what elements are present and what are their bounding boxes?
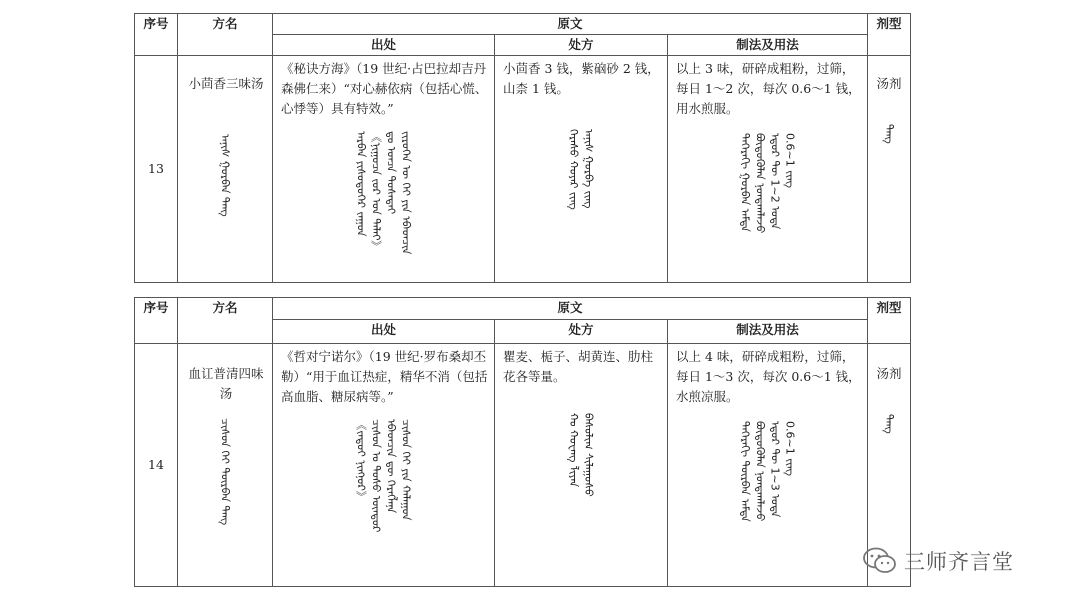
watermark bbox=[862, 543, 1014, 579]
row-name bbox=[178, 344, 273, 587]
header-formula: 处方 bbox=[495, 320, 668, 344]
header-method: 制法及用法 bbox=[668, 320, 868, 344]
source-mongolian-1: ᠠᠷᠪᠠᠨ ᠶᠢᠰᠦᠳᠦᠭᠡᠷ ᠵᠠᠭᠤᠨ bbox=[354, 131, 368, 237]
header-type: 剂型 bbox=[868, 14, 911, 56]
name-mongolian: ᠴᠢᠰᠤᠨ ᠬᠡᠢ ᠳᠥᠷᠪᠡᠨ ᠲᠠᠩ bbox=[218, 418, 232, 526]
source-text: 《哲对宁诺尔》（19 世纪·罗布桑却丕勒）“用于血讧热症，精华不消（包括高血脂、糖尿病等。” bbox=[281, 349, 488, 404]
row-type bbox=[868, 56, 911, 283]
source-mongolian-4: ᠴᠢᠰᠤᠨ ᠬᠡᠢ ᠶᠢᠨ ᠬᠠᠯᠠᠭᠤᠨ bbox=[399, 419, 413, 521]
source-mongolian-4: ᠵᠢᠷᠦᠬᠡᠨ ᠦ ᠬᠡᠢ ᠶᠢᠨ ᠡᠪᠡᠳᠴᠢᠨ bbox=[399, 131, 413, 255]
seq-value: 13 bbox=[148, 161, 164, 176]
source-mongolian-2: 《ᠨᠢᠭᠤᠴᠠ ᠵᠣᠷ ᠤᠨ ᠳᠠᠯᠠᠢ》 bbox=[369, 131, 383, 253]
source-mongolian-3: ᠡᠪᠡᠳᠴᠢᠨ ᠳᠦ ᠬᠡᠷᠡᠭᠯᠡᠨᠡ bbox=[384, 419, 398, 514]
source-mongolian-1: 《ᠵᠡᠳᠦᠢ ᠨᠢᠩᠨᠤᠷ》 bbox=[354, 419, 368, 503]
header-name: 方名 bbox=[178, 14, 273, 56]
type-mongolian: ᠲᠠᠩ bbox=[882, 124, 896, 144]
source-mongolian-2: ᠴᠢᠰᠤᠨ ᠤ ᠲᠣᠰᠤ ᠥᠨᠳᠦᠷ bbox=[369, 419, 383, 533]
name-text: 血讧普清四味汤 bbox=[188, 366, 264, 401]
method-mongolian-3: ᠡᠳᠦᠷ ᠲᠦ 1~2 ᠤᠳᠠ bbox=[768, 133, 782, 230]
header-original: 原文 bbox=[273, 298, 868, 320]
row-source bbox=[273, 344, 495, 587]
row-formula bbox=[495, 56, 668, 283]
method-mongolian-2: ᠪᠦᠳᠦᠭᠦᠯᠡᠨ ᠨᠤᠨᠳᠠᠭᠯᠠᠵᠤ bbox=[753, 133, 767, 234]
watermark-text: 三师齐言堂 bbox=[904, 550, 1014, 574]
header-type: 剂型 bbox=[868, 298, 911, 344]
type-text: 汤剂 bbox=[876, 76, 902, 91]
name-mongolian: ᠠᠨᠢᠰ ᠭᠤᠷᠪᠠᠨ ᠲᠠᠩ bbox=[218, 134, 232, 217]
prescription-table-13 bbox=[134, 13, 911, 283]
row-source bbox=[273, 56, 495, 283]
header-name: 方名 bbox=[178, 298, 273, 344]
row-seq bbox=[135, 56, 178, 283]
source-mongolian-3: ᠳᠤ ᠣᠨᠴᠠ ᠲᠤᠰᠠᠲᠠᠢ bbox=[384, 131, 398, 215]
formula-text: 小茴香 3 钱，紫硇砂 2 钱，山柰 1 钱。 bbox=[503, 61, 660, 96]
method-mongolian-2: ᠪᠦᠳᠦᠭᠦᠯᠡᠨ ᠨᠤᠨᠳᠠᠭᠯᠠᠵᠤ bbox=[753, 421, 767, 522]
header-seq: 序号 bbox=[135, 14, 178, 56]
row-name bbox=[178, 56, 273, 283]
row-seq bbox=[135, 344, 178, 587]
type-mongolian: ᠲᠠᠩ bbox=[882, 414, 896, 434]
formula-text: 瞿麦、栀子、胡黄连、肋柱花各等量。 bbox=[503, 349, 654, 384]
method-mongolian-1: ᠳᠡᠭᠡᠷᠡᠬᠢ ᠭᠤᠷᠪᠠᠨ ᠠᠮᠲᠠ bbox=[738, 133, 752, 232]
source-text: 《秘诀方海》（19 世纪·占巴拉却吉丹森佛仁来）“对心赫依病（包括心慌、心悸等）具有特效。” bbox=[281, 61, 488, 116]
name-text: 小茴香三味汤 bbox=[188, 76, 264, 91]
header-method: 制法及用法 bbox=[668, 35, 868, 56]
method-mongolian-4: 0.6~1 ᠵᠢᠩ bbox=[783, 421, 797, 477]
method-text: 以上 4 味，研碎成粗粉，过筛，每日 1～3 次，每次 0.6～1 钱，水煎凉服。 bbox=[676, 349, 861, 404]
method-mongolian-3: ᠡᠳᠦᠷ ᠲᠦ 1~3 ᠤᠳᠠ bbox=[768, 421, 782, 518]
header-formula: 处方 bbox=[495, 35, 668, 56]
wechat-icon bbox=[862, 546, 898, 576]
formula-mongolian-1: ᠬᠤ ᠬᠤᠸᠠᠩ ᠯᠢᠶᠠᠨ bbox=[567, 413, 580, 488]
header-source: 出处 bbox=[273, 320, 495, 344]
header-original: 原文 bbox=[273, 14, 868, 35]
formula-mongolian-2: ᠠᠨᠢᠰ ᠭᠤᠷᠪᠠ ᠵᠢᠩ bbox=[582, 129, 595, 209]
seq-value: 14 bbox=[148, 457, 164, 472]
header-seq: 序号 bbox=[135, 298, 178, 344]
method-mongolian-1: ᠳᠡᠭᠡᠷᠡᠬᠢ ᠳᠥᠷᠪᠡᠨ ᠠᠮᠲᠠ bbox=[738, 421, 752, 522]
header-source: 出处 bbox=[273, 35, 495, 56]
formula-mongolian-2: ᠪᠠᠰᠤᠯᠢᠭ ᠰᠢᠯᠠᠭᠤᠰᠤ bbox=[582, 413, 595, 497]
type-text: 汤剂 bbox=[876, 366, 902, 381]
row-method bbox=[668, 56, 868, 283]
row-method bbox=[668, 344, 868, 587]
formula-mongolian-1: ᠬᠡᠷᠡᠰᠦ ᠬᠣᠶᠠᠷ ᠵᠢᠩ bbox=[567, 129, 580, 210]
row-formula bbox=[495, 344, 668, 587]
method-text: 以上 3 味，研碎成粗粉，过筛，每日 1～2 次，每次 0.6～1 钱，用水煎服。 bbox=[676, 61, 861, 116]
method-mongolian-4: 0.6~1 ᠵᠢᠩ bbox=[783, 133, 797, 189]
prescription-table-14 bbox=[134, 297, 911, 587]
